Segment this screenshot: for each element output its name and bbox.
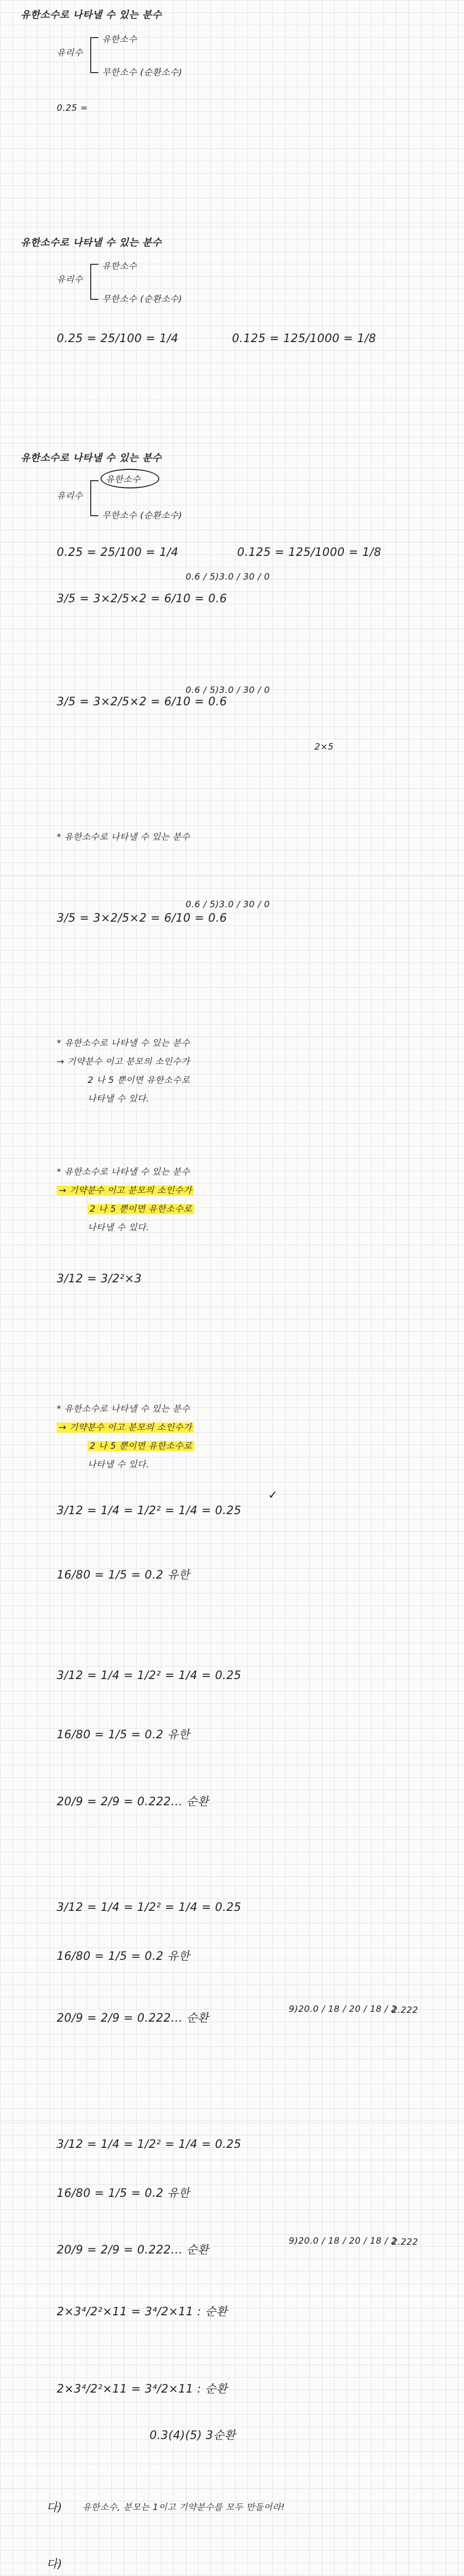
- ex1-eq2: 0.125 = 125/1000 = 1/8: [232, 332, 376, 345]
- ex3-b-8: 3/12 = 1/4 = 1/2² = 1/4 = 0.25: [57, 1669, 242, 1682]
- ex2-div-4: 0.6 / 5)3.0 / 30 / 0: [186, 685, 270, 696]
- notes-n2-6: [57, 1183, 194, 1196]
- notes-n2-7: [57, 1420, 194, 1433]
- notes-n1-7: * 유한소수로 나타낼 수 있는 분수: [57, 1404, 190, 1414]
- note-strip-11: [0, 2365, 464, 2576]
- ex3-d-9: 20/9 = 2/9 = 0.222... 순환: [57, 2012, 209, 2025]
- def-infinite-2: 무한소수 (순환소수): [102, 294, 183, 304]
- ex2-eq-a: 3/5 = 3×2/5×2 = 6/10 = 0.6: [57, 592, 227, 605]
- def-finite: 유한소수: [102, 35, 137, 45]
- def-rational: 유리수: [57, 48, 83, 58]
- ex4-b: 0.3(4)(5) 3순환: [150, 2429, 236, 2442]
- def-rational-2: 유리수: [57, 275, 83, 285]
- ex2-div-5: 0.6 / 5)3.0 / 30 / 0: [186, 900, 270, 910]
- def-infinite: 무한소수 (순환소수): [102, 67, 183, 78]
- notes-n2-5: → 기약분수 이고 분모의 소인수가: [57, 1057, 190, 1067]
- ex3-q-10: 2.222: [392, 2237, 419, 2247]
- note-strip-5: [0, 876, 464, 1134]
- notes-n3-5: 2 나 5 뿐이면 유한소수로: [88, 1075, 190, 1086]
- def-bracket-2: [90, 264, 98, 300]
- ex3-c-8: 16/80 = 1/5 = 0.2 유한: [57, 1728, 190, 1741]
- ex1-eq1: 0.25 = 25/100 = 1/4: [57, 332, 179, 345]
- ex3-b-10: 3/12 = 1/4 = 1/2² = 1/4 = 0.25: [57, 2138, 242, 2151]
- ex2-mark: 2×5: [314, 742, 334, 752]
- def-finite-3: 유한소수: [106, 474, 141, 485]
- note-title-2: 유한소수로 나타낼 수 있는 분수: [21, 237, 162, 248]
- note-strip-2: [0, 227, 464, 444]
- ex1-eq1-3: 0.25 = 25/100 = 1/4: [57, 546, 179, 559]
- ex3-div-10: 9)20.0 / 18 / 20 / 18 / 2: [289, 2236, 397, 2246]
- highlight-n3: 2 나 5 뿐이면 유한소수로: [88, 1204, 194, 1214]
- notes-n1-6: * 유한소수로 나타낼 수 있는 분수: [57, 1167, 190, 1177]
- ex2-div: 0.6 / 5)3.0 / 30 / 0: [186, 572, 270, 582]
- ex1-eq2-3: 0.125 = 125/1000 = 1/8: [237, 546, 382, 559]
- note-strip-7: [0, 1370, 464, 1655]
- highlight-n2-7: → 기약분수 이고 분모의 소인수가: [57, 1422, 194, 1433]
- ex3-b: 3/12 = 1/4 = 1/2² = 1/4 = 0.25: [57, 1504, 242, 1517]
- problem-label-2: 다): [46, 2558, 62, 2571]
- note-strip-10: [0, 2123, 464, 2366]
- def-bracket-3: [90, 480, 98, 516]
- ex3-c-9: 16/80 = 1/5 = 0.2 유한: [57, 1950, 190, 1963]
- def-rational-3: 유리수: [57, 491, 83, 501]
- check-mark: ✓: [268, 1489, 278, 1502]
- notes-n4-5: 나타낼 수 있다.: [88, 1094, 150, 1104]
- note-strip-9: [0, 1886, 464, 2124]
- ex3-a: 3/12 = 3/2²×3: [57, 1273, 142, 1285]
- intro-eq: 0.25 =: [57, 103, 88, 113]
- notes-n1-5: * 유한소수로 나타낼 수 있는 분수: [57, 1038, 190, 1048]
- def-infinite-3: 무한소수 (순환소수): [102, 511, 183, 521]
- notes-n3-6: [88, 1201, 194, 1214]
- def-finite-2: 유한소수: [102, 261, 137, 272]
- ex2-eq-a-5: 3/5 = 3×2/5×2 = 6/10 = 0.6: [57, 912, 227, 925]
- ex3-div-9: 9)20.0 / 18 / 20 / 18 / 2: [289, 2004, 397, 2014]
- note-strip-8: [0, 1654, 464, 1887]
- note-title-3: 유한소수로 나타낼 수 있는 분수: [21, 452, 162, 464]
- highlight-n2: → 기약분수 이고 분모의 소인수가: [57, 1185, 194, 1196]
- problem-label: 다): [46, 2501, 62, 2514]
- ex3-c-10: 16/80 = 1/5 = 0.2 유한: [57, 2187, 190, 2200]
- ex3-d-10: 20/9 = 2/9 = 0.222... 순환: [57, 2244, 209, 2257]
- note-strip-6: [0, 1133, 464, 1371]
- note-title: 유한소수로 나타낼 수 있는 분수: [21, 9, 162, 21]
- notes-n3-7: [88, 1438, 194, 1451]
- notes-n4-7: 나타낼 수 있다.: [88, 1460, 150, 1470]
- notes-n1: * 유한소수로 나타낼 수 있는 분수: [57, 832, 190, 842]
- notes-n4-6: 나타낼 수 있다.: [88, 1223, 150, 1233]
- ex4-a-11: 2×3⁴/2²×11 = 3⁴/2×11 : 순환: [57, 2383, 228, 2396]
- ex3-b-9: 3/12 = 1/4 = 1/2² = 1/4 = 0.25: [57, 1901, 242, 1914]
- ex3-q-9: 2.222: [392, 2005, 419, 2015]
- problem-text: 유한소수, 분모는 1이고 기약분수를 모두 만들어라!: [82, 2502, 285, 2513]
- note-strip-1: [0, 0, 464, 228]
- note-strip-4: [0, 665, 464, 877]
- def-bracket: [90, 37, 98, 73]
- ex3-d-8: 20/9 = 2/9 = 0.222... 순환: [57, 1795, 209, 1808]
- ex4-a: 2×3⁴/2²×11 = 3⁴/2×11 : 순환: [57, 2306, 228, 2318]
- highlight-n3-7: 2 나 5 뿐이면 유한소수로: [88, 1441, 194, 1451]
- ex2-eq-a-4: 3/5 = 3×2/5×2 = 6/10 = 0.6: [57, 696, 227, 708]
- ex3-c: 16/80 = 1/5 = 0.2 유한: [57, 1569, 190, 1582]
- note-strip-3: [0, 443, 464, 666]
